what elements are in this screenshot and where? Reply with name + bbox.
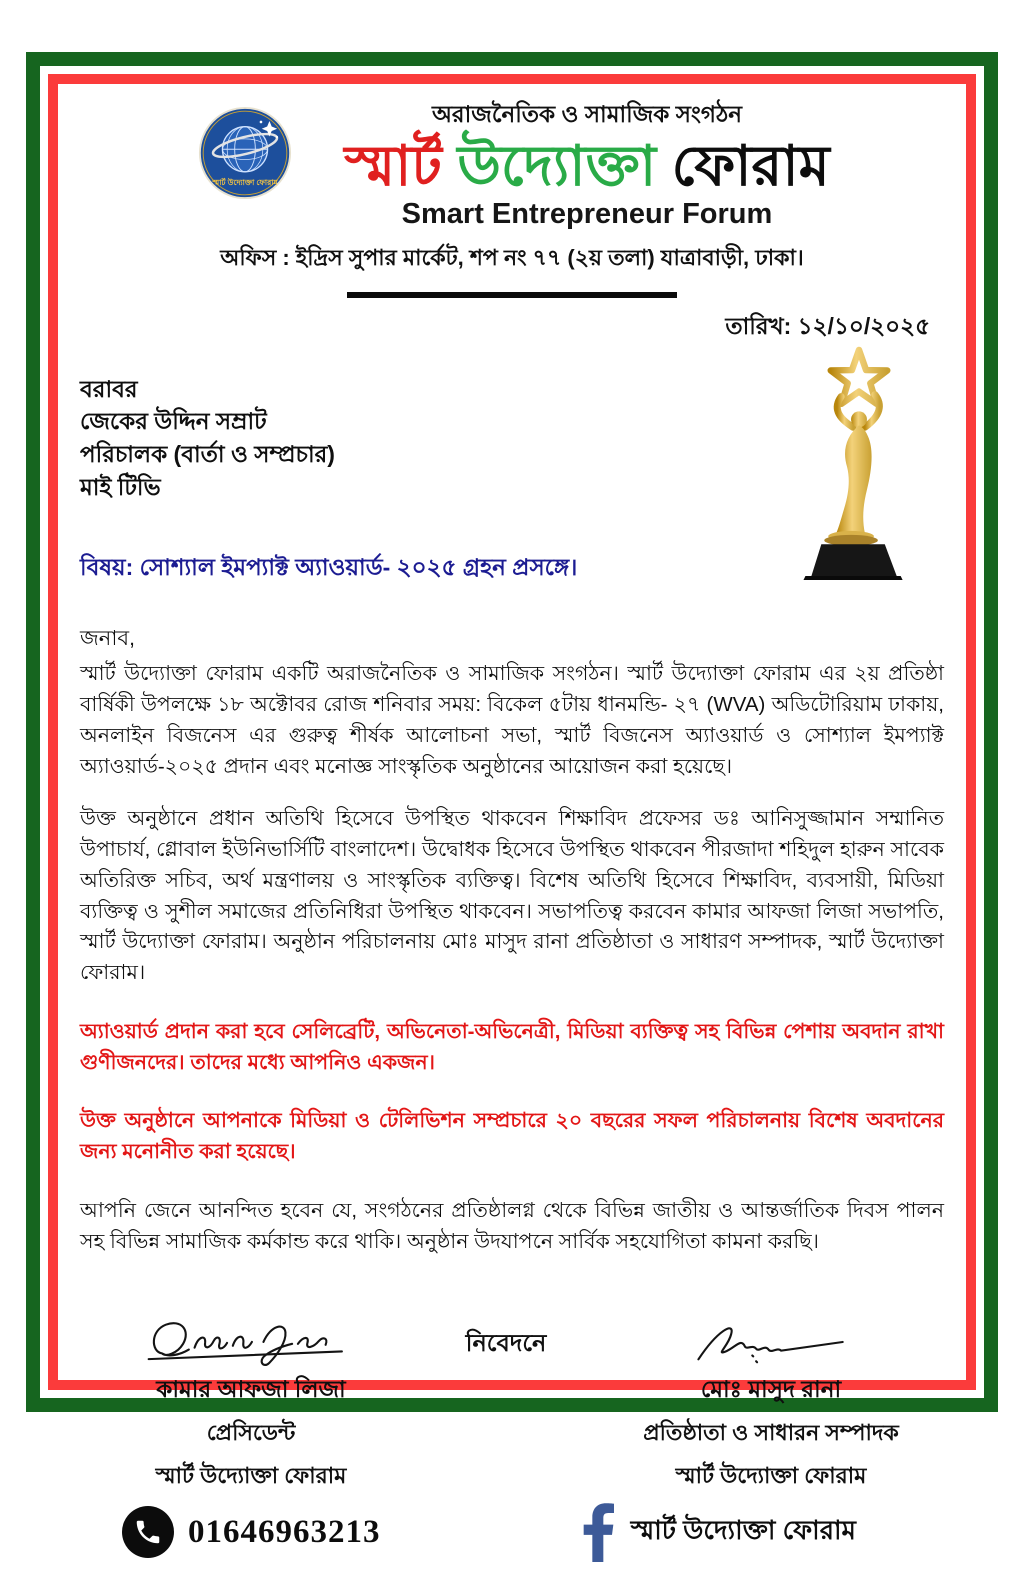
body-paragraph-3: আপনি জেনে আনন্দিত হবেন যে, সংগঠনের প্রতিষ্ঠালগ্ন থেকে বিভিন্ন জাতীয় ও আন্তর্জাতিক দিবস পালন সহ বিভিন্ন সামাজিক কর্মকান্ড করে থাকি। অনুষ্ঠান উদযাপনে সার্বিক সহযোগিতা কামনা করছি।	[80, 1198, 944, 1253]
logo-bottom-text: স্মার্ট উদ্যোক্তা ফোরাম	[212, 177, 278, 187]
body-paragraph-2: উক্ত অনুষ্ঠানে প্রধান অতিথি হিসেবে উপস্থিত থাকবেন শিক্ষাবিদ প্রফেসর ডঃ আনিসুজ্জামান সম্মানিত উপাচার্য, গ্লোবাল ইউনিভার্সিটি বাংলাদেশ। উদ্বোধক হিসেবে উপস্থিত থাকবেন পীরজাদা শহিদুল হারুন সাবেক অতিরিক্ত সচিব, অর্থ মন্ত্রণালয় ও সাংস্কৃতিক ব্যক্তিত্ব। বিশেষ অতিথি হিসেবে শিক্ষাবিদ, ব্যবসায়ী, মিডিয়া ব্যক্তিত্ব ও সুশীল সমাজের প্রতিনিধিরা উপস্থিত থাকবেন। সভাপতিত্ব করবেন কামার আফজা লিজা সভাপতি, স্মার্ট উদ্যোক্তা ফোরাম। অনুষ্ঠান পরিচালনায় মোঃ মাসুদ রানা প্রতিষ্ঠাতা ও সাধারণ সম্পাদক, স্মার্ট উদ্যোক্তা ফোরাম।	[80, 807, 944, 985]
org-title-en: Smart Entrepreneur Forum	[401, 197, 773, 230]
right-signature-script	[626, 1309, 916, 1367]
phone-contact	[122, 1506, 381, 1558]
body-paragraph-red-2: উক্ত অনুষ্ঠানে আপনাকে মিডিয়া ও টেলিভিশন সম্প্রচারে ২০ বছরের সফল পরিচালনায় বিশেষ অবদানের জন্য মনোনীত করা হয়েছে।	[80, 1109, 944, 1164]
signatory-right-name: মোঃ মাসুদ রানা	[700, 1376, 842, 1403]
signature-handwriting-icon	[684, 1317, 859, 1367]
signatory-left-org: স্মার্ট উদ্যোক্তা ফোরাম	[155, 1463, 347, 1489]
org-title-bn	[230, 134, 944, 197]
org-tagline: অরাজনৈতিক ও সামাজিক সংগঠন	[432, 101, 742, 127]
signatory-left	[116, 1309, 386, 1496]
border-frame-green	[26, 52, 998, 1550]
facebook-contact	[581, 1502, 856, 1562]
office-address: অফিস : ইদ্রিস সুপার মার্কেট, শপ নং ৭৭ (২য় তলা) যাত্রাবাড়ী, ঢাকা।	[220, 244, 804, 270]
letterhead	[80, 96, 944, 347]
signatory-right-title: প্রতিষ্ঠাতা ও সাধারন সম্পাদক	[643, 1420, 899, 1446]
recipient-line: মাই টিভি	[80, 473, 161, 500]
signature-handwriting-icon	[141, 1313, 361, 1367]
title-word-smart: স্মার্ট	[344, 134, 442, 197]
signatory-left-name: কামার আফজা লিজা	[156, 1376, 346, 1403]
phone-icon	[122, 1506, 174, 1558]
signatory-right-org: স্মার্ট উদ্যোক্তা ফোরাম	[675, 1463, 867, 1489]
letter-date: তারিখ: ১২/১০/২০২৫	[725, 312, 930, 339]
globe-logo-icon	[198, 106, 292, 200]
subject-line: বিষয়: সোশ্যাল ইমপ্যাক্ট অ্যাওয়ার্ড- ২০২৫ গ্রহন প্রসঙ্গে।	[80, 554, 578, 581]
signatory-left-title: প্রেসিডেন্ট	[206, 1420, 296, 1446]
recipient-line: বরাবর	[80, 375, 138, 402]
recipient-line: পরিচালক (বার্তা ও সম্প্রচার)	[80, 441, 335, 468]
footer	[80, 1496, 944, 1572]
org-logo	[198, 106, 292, 200]
phone-number: 01646963213	[188, 1513, 381, 1550]
left-signature-script	[116, 1309, 386, 1367]
trophy-icon	[788, 342, 930, 580]
divider-line	[347, 292, 677, 298]
border-frame-red	[48, 74, 976, 1550]
body-paragraph-1: স্মার্ট উদ্যোক্তা ফোরাম একটি অরাজনৈতিক ও সামাজিক সংগঠন। স্মার্ট উদ্যোক্তা ফোরাম এর ২য় প্রতিষ্ঠা বার্ষিকী উপলক্ষে ১৮ অক্টোবর রোজ শনিবার সময়: বিকেল ৫টায় ধানমন্ডি- ২৭ (WVA) অডিটোরিয়াম ঢাকায়, অনলাইন বিজনেস এর গুরুত্ব শীর্ষক আলোচনা সভা, স্মার্ট বিজনেস অ্যাওয়ার্ড ও সোশ্যাল ইমপ্যাক্ট অ্যাওয়ার্ড-২০২৫ প্রদান এবং মনোজ্ঞ সাংস্কৃতিক অনুষ্ঠানের আয়োজন করা হয়েছে।	[80, 662, 944, 778]
recipient-line: জেকের উদ্দিন সম্রাট	[80, 408, 267, 435]
signature-section	[80, 1309, 944, 1496]
body-paragraph-red-1: অ্যাওয়ার্ড প্রদান করা হবে সেলিব্রেটি, অভিনেতা-অভিনেত্রী, মিডিয়া ব্যক্তিত্ব সহ বিভিন্ন পেশায় অবদান রাখা গুণীজনদের। তাদের মধ্যে আপনিও একজন।	[80, 1019, 944, 1074]
title-word-entrepreneur: উদ্যোক্তা	[457, 134, 657, 197]
title-word-forum: ফোরাম	[671, 134, 830, 197]
signatory-right	[626, 1309, 916, 1496]
facebook-page-name: স্মার্ট উদ্যোক্তা ফোরাম	[630, 1515, 856, 1546]
facebook-icon	[581, 1502, 615, 1562]
trophy-image	[788, 342, 930, 580]
salutation: জনাব,	[80, 627, 135, 651]
letterhead-text	[230, 96, 944, 231]
submitted-by-label: নিবেদনে	[465, 1330, 547, 1358]
